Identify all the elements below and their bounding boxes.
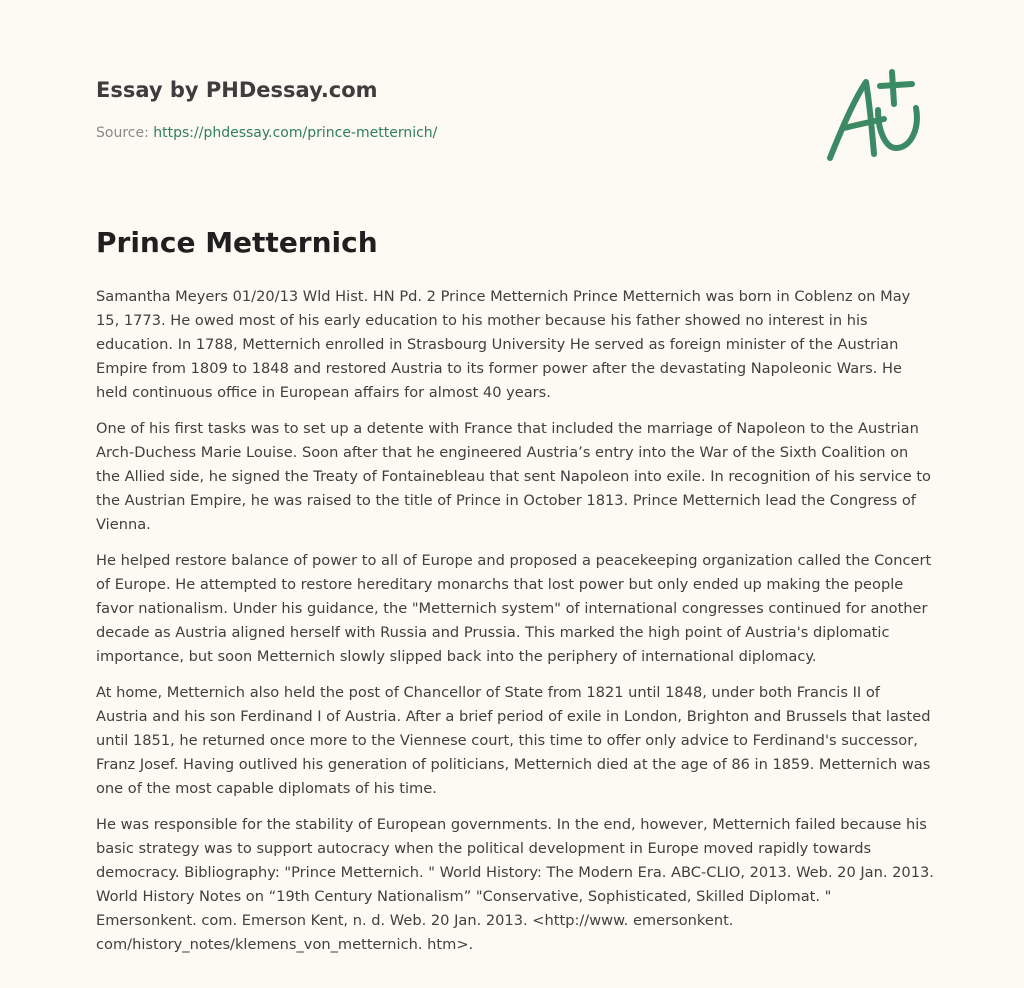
source-link[interactable]: https://phdessay.com/prince-metternich/ xyxy=(153,125,438,141)
essay-body xyxy=(96,285,936,969)
source-line xyxy=(96,124,437,142)
essay-title: Prince Metternich xyxy=(96,226,378,259)
source-label: Source: xyxy=(96,125,154,141)
essay-paragraph: Samantha Meyers 01/20/13 Wld Hist. HN Pd. 2 Prince Metternich Prince Metternich was born in Coblenz on May 15, 1773. He owed most of his early education to his mother because his father showed no interest in his education. In 1788, Metternich enrolled in Strasbourg University He served as foreign minister of the Austrian Empire from 1809 to 1848 and restored Austria to its former power after the devastating Napoleonic Wars. He held continuous office in European affairs for almost 40 years. xyxy=(96,288,911,401)
essay-paragraph: He helped restore balance of power to all of Europe and proposed a peacekeeping organization called the Concert of Europe. He attempted to restore hereditary monarchs that lost power but only ended up making the people favor nationalism. Under his guidance, the "Metternich system" of international congresses continued for another decade as Austria aligned herself with Russia and Prussia. This marked the high point of Austria's diplomatic importance, but soon Metternich slowly slipped back into the periphery of international diplomacy. xyxy=(96,552,932,665)
essay-paragraph: At home, Metternich also held the post of Chancellor of State from 1821 until 1848, under both Francis II of Austria and his son Ferdinand I of Austria. After a brief period of exile in London, Brighton and Brussels that lasted until 1851, he returned once more to the Viennese court, this time to offer only advice to Ferdinand's successor, Franz Josef. Having outlived his generation of politicians, Metternich died at the age of 86 in 1859. Metternich was one of the most capable diplomats of his time. xyxy=(96,684,931,797)
essay-paragraph: One of his first tasks was to set up a detente with France that included the marriage of Napoleon to the Austrian Arch-Duchess Marie Louise. Soon after that he engineered Austria’s entry into the War of the Sixth Coalition on the Allied side, he signed the Treaty of Fontainebleau that sent Napoleon into exile. In recognition of his service to the Austrian Empire, he was raised to the title of Prince in October 1813. Prince Metternich lead the Congress of Vienna. xyxy=(96,420,931,533)
a-plus-logo-icon xyxy=(820,66,928,166)
essay-paragraph: He was responsible for the stability of European governments. In the end, however, Metternich failed because his basic strategy was to support autocracy when the political development in Europe moved rapidly towards democracy. Bibliography: "Prince Metternich. " World History: The Modern Era. ABC-CLIO, 2013. Web. 20 Jan. 2013. World History Notes on “19th Century Nationalism” "Conservative, Sophisticated, Skilled Diplomat. " Emersonkent. com. Emerson Kent, n. d. Web. 20 Jan. 2013. <http://www. emersonkent. com/history_notes/klemens_von_metternich. htm>. xyxy=(96,816,934,953)
site-title: Essay by PHDessay.com xyxy=(96,78,378,102)
